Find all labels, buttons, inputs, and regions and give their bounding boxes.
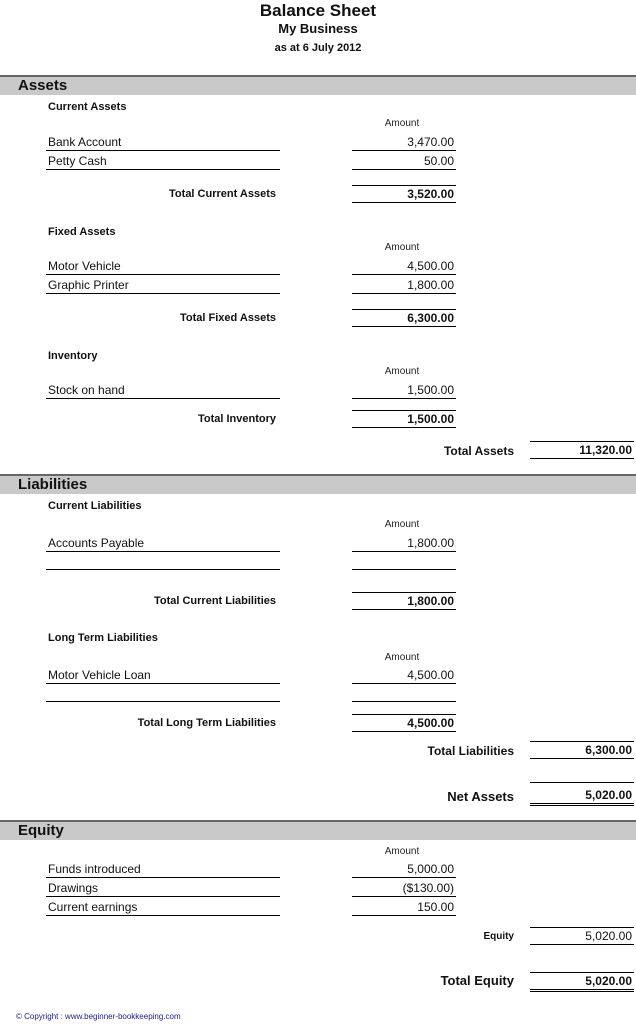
row-label: Accounts Payable xyxy=(46,535,280,552)
row-value: 1,800.00 xyxy=(352,535,456,552)
row-value: 3,470.00 xyxy=(352,134,456,151)
equity-subtotal-label: Equity xyxy=(483,931,514,942)
total-assets-label: Total Assets xyxy=(443,444,514,458)
total-liabilities-label: Total Liabilities xyxy=(427,744,514,758)
row-label: Motor Vehicle Loan xyxy=(46,667,280,684)
equity-heading: Equity xyxy=(18,822,64,839)
blank-row-line xyxy=(352,569,456,570)
row-label: Motor Vehicle xyxy=(46,258,280,275)
row-label: Graphic Printer xyxy=(46,277,280,294)
liabilities-section-bar xyxy=(0,474,636,494)
total-current-assets-value: 3,520.00 xyxy=(352,185,456,203)
row-value: 50.00 xyxy=(352,153,456,170)
row-value: 1,500.00 xyxy=(352,382,456,399)
row-label: Current earnings xyxy=(46,899,280,916)
total-equity-label: Total Equity xyxy=(440,973,514,988)
net-assets-top-line xyxy=(530,782,634,783)
amount-header: Amount xyxy=(384,366,420,377)
blank-row-line xyxy=(46,701,280,702)
blank-row-line xyxy=(46,569,280,570)
equity-subtotal-value: 5,020.00 xyxy=(530,927,634,945)
net-assets-value: 5,020.00 xyxy=(530,787,634,806)
row-value: 5,000.00 xyxy=(352,861,456,878)
assets-heading: Assets xyxy=(18,77,68,94)
amount-header: Amount xyxy=(384,846,420,857)
amount-header: Amount xyxy=(384,118,420,129)
inventory-title: Inventory xyxy=(48,350,98,362)
row-value: ($130.00) xyxy=(352,880,456,897)
row-value: 150.00 xyxy=(352,899,456,916)
total-current-liabilities-label: Total Current Liabilities xyxy=(153,595,276,607)
long-term-liabilities-title: Long Term Liabilities xyxy=(48,632,158,644)
total-inventory-value: 1,500.00 xyxy=(352,410,456,428)
sheet-date: as at 6 July 2012 xyxy=(274,42,362,54)
total-fixed-assets-value: 6,300.00 xyxy=(352,309,456,327)
total-equity-value: 5,020.00 xyxy=(530,972,634,992)
business-name: My Business xyxy=(278,21,358,36)
liabilities-heading: Liabilities xyxy=(18,476,88,493)
total-current-assets-label: Total Current Assets xyxy=(169,188,276,200)
row-value: 4,500.00 xyxy=(352,258,456,275)
current-assets-title: Current Assets xyxy=(48,101,127,113)
row-label: Petty Cash xyxy=(46,153,280,170)
total-assets-value: 11,320.00 xyxy=(530,441,634,459)
equity-section-bar xyxy=(0,820,636,840)
total-current-liabilities-value: 1,800.00 xyxy=(352,592,456,610)
current-liabilities-title: Current Liabilities xyxy=(48,500,142,512)
fixed-assets-title: Fixed Assets xyxy=(48,226,116,238)
row-value: 4,500.00 xyxy=(352,667,456,684)
row-label: Bank Account xyxy=(46,134,280,151)
sheet-title: Balance Sheet xyxy=(259,1,377,20)
copyright-note[interactable] xyxy=(16,1012,181,1021)
copyright-icon: © xyxy=(16,1012,22,1021)
amount-header: Amount xyxy=(384,519,420,530)
assets-section-bar xyxy=(0,75,636,95)
blank-row-line xyxy=(352,701,456,702)
row-value: 1,800.00 xyxy=(352,277,456,294)
row-label: Funds introduced xyxy=(46,861,280,878)
amount-header: Amount xyxy=(384,242,420,253)
row-label: Stock on hand xyxy=(46,382,280,399)
total-fixed-assets-label: Total Fixed Assets xyxy=(180,312,276,324)
amount-header: Amount xyxy=(384,652,420,663)
total-inventory-label: Total Inventory xyxy=(197,413,276,425)
total-liabilities-value: 6,300.00 xyxy=(530,741,634,759)
total-long-term-liabilities-label: Total Long Term Liabilities xyxy=(137,717,276,729)
row-label: Drawings xyxy=(46,880,280,897)
copyright-text: Copyright : www.beginner-bookkeeping.com xyxy=(24,1012,181,1021)
net-assets-label: Net Assets xyxy=(447,789,514,804)
total-long-term-liabilities-value: 4,500.00 xyxy=(352,714,456,732)
